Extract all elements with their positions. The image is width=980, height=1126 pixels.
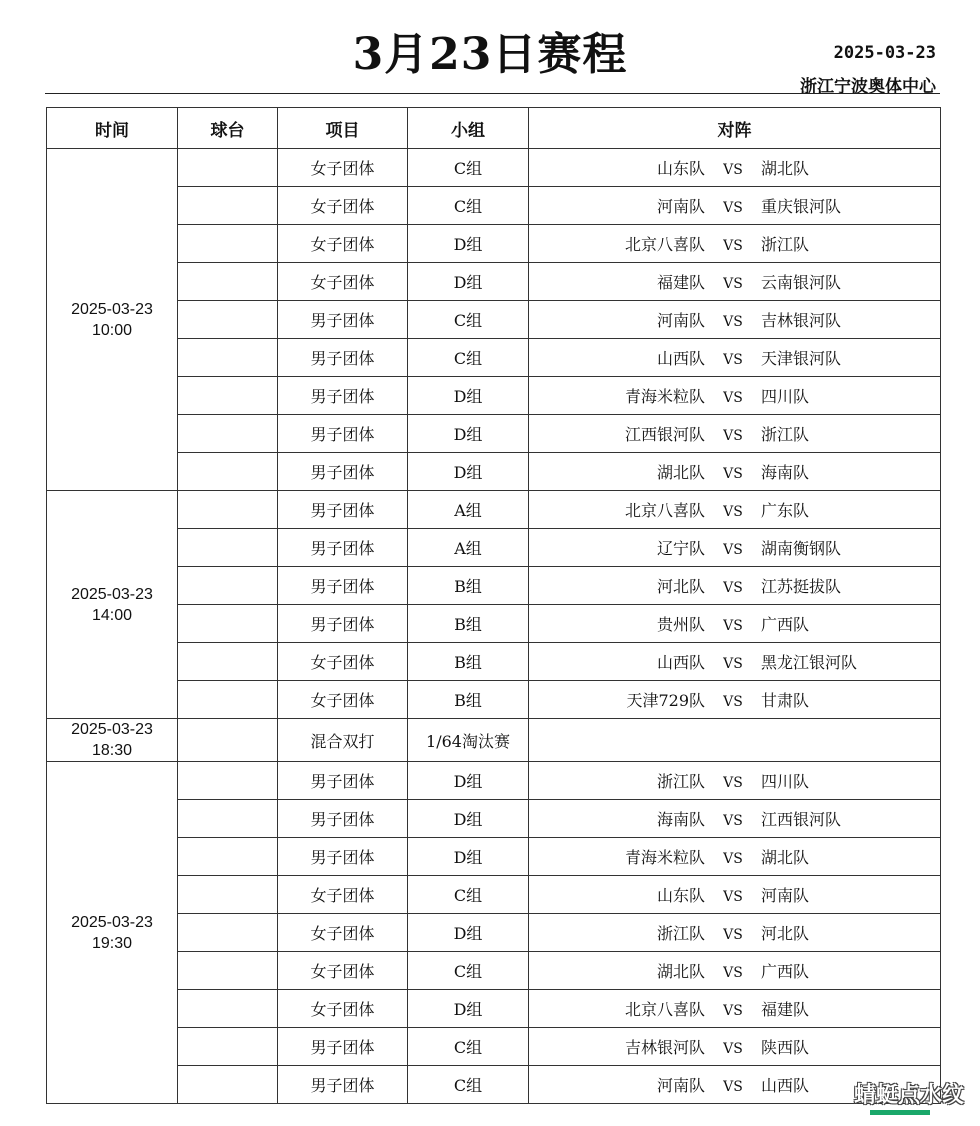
matchup-cell bbox=[529, 453, 941, 491]
vs-label: VS bbox=[723, 927, 743, 943]
away-team: 云南银河队 bbox=[761, 273, 842, 292]
table-number-cell bbox=[178, 952, 278, 990]
group-cell: C组 bbox=[408, 952, 529, 990]
table-number-cell bbox=[178, 1028, 278, 1066]
group-cell: C组 bbox=[408, 339, 529, 377]
table-row bbox=[47, 1028, 941, 1066]
home-team: 山东队 bbox=[656, 159, 705, 178]
event-cell: 男子团体 bbox=[278, 1028, 408, 1066]
group-cell: D组 bbox=[408, 263, 529, 301]
home-team: 北京八喜队 bbox=[624, 235, 705, 254]
home-team: 吉林银河队 bbox=[624, 1038, 705, 1057]
group-cell: D组 bbox=[408, 453, 529, 491]
event-cell: 男子团体 bbox=[278, 1066, 408, 1104]
home-team: 浙江队 bbox=[656, 924, 705, 943]
group-cell: C组 bbox=[408, 301, 529, 339]
table-row bbox=[47, 681, 941, 719]
vs-label: VS bbox=[723, 618, 743, 634]
group-cell: A组 bbox=[408, 491, 529, 529]
watermark: 蜻蜓点水纹 bbox=[853, 1083, 964, 1108]
group-cell: D组 bbox=[408, 914, 529, 952]
table-header-row bbox=[47, 108, 941, 149]
table-row bbox=[47, 762, 941, 800]
table-row bbox=[47, 301, 941, 339]
watermark-underline bbox=[870, 1110, 930, 1115]
table-row bbox=[47, 339, 941, 377]
column-header-table: 球台 bbox=[178, 108, 278, 149]
group-cell: C组 bbox=[408, 1066, 529, 1104]
table-number-cell bbox=[178, 377, 278, 415]
table-row bbox=[47, 952, 941, 990]
event-cell: 男子团体 bbox=[278, 301, 408, 339]
home-team: 河南队 bbox=[656, 1076, 705, 1095]
table-number-cell bbox=[178, 453, 278, 491]
table-row bbox=[47, 1066, 941, 1104]
away-team: 江苏挺拔队 bbox=[761, 577, 842, 596]
event-cell: 男子团体 bbox=[278, 605, 408, 643]
matchup-cell bbox=[529, 952, 941, 990]
table-number-cell bbox=[178, 301, 278, 339]
away-team: 湖北队 bbox=[761, 848, 810, 867]
away-team: 山西队 bbox=[761, 1076, 810, 1095]
away-team: 四川队 bbox=[761, 772, 810, 791]
table-row bbox=[47, 491, 941, 529]
event-cell: 女子团体 bbox=[278, 149, 408, 187]
vs-label: VS bbox=[723, 580, 743, 596]
event-cell: 女子团体 bbox=[278, 681, 408, 719]
matchup-cell bbox=[529, 567, 941, 605]
schedule-date: 2025-03-23 bbox=[833, 43, 936, 63]
group-cell: B组 bbox=[408, 681, 529, 719]
vs-label: VS bbox=[723, 542, 743, 558]
session-time-text: 2025-03-23 10:00 bbox=[71, 300, 153, 339]
table-row bbox=[47, 719, 941, 762]
group-cell: D组 bbox=[408, 800, 529, 838]
home-team: 山西队 bbox=[656, 349, 705, 368]
vs-label: VS bbox=[723, 656, 743, 672]
away-team: 重庆银河队 bbox=[761, 197, 842, 216]
event-cell: 女子团体 bbox=[278, 914, 408, 952]
page-title: 3月23日赛程 bbox=[352, 29, 628, 80]
venue-name: 浙江宁波奥体中心 bbox=[800, 77, 936, 97]
table-number-cell bbox=[178, 643, 278, 681]
table-row bbox=[47, 263, 941, 301]
matchup-cell bbox=[529, 838, 941, 876]
matchup-cell bbox=[529, 719, 941, 762]
event-cell: 男子团体 bbox=[278, 762, 408, 800]
away-team: 湖北队 bbox=[761, 159, 810, 178]
away-team: 广西队 bbox=[761, 962, 810, 981]
column-header-matchup: 对阵 bbox=[529, 108, 941, 149]
home-team: 山西队 bbox=[656, 653, 705, 672]
vs-label: VS bbox=[723, 352, 743, 368]
table-number-cell bbox=[178, 838, 278, 876]
table-number-cell bbox=[178, 681, 278, 719]
table-number-cell bbox=[178, 567, 278, 605]
home-team: 北京八喜队 bbox=[624, 1000, 705, 1019]
away-team: 河南队 bbox=[761, 886, 810, 905]
column-header-time: 时间 bbox=[47, 108, 178, 149]
table-number-cell bbox=[178, 1066, 278, 1104]
column-header-event: 项目 bbox=[278, 108, 408, 149]
table-number-cell bbox=[178, 339, 278, 377]
event-cell: 男子团体 bbox=[278, 415, 408, 453]
matchup-cell bbox=[529, 377, 941, 415]
away-team: 福建队 bbox=[761, 1000, 810, 1019]
table-number-cell bbox=[178, 187, 278, 225]
group-cell: C组 bbox=[408, 1028, 529, 1066]
away-team: 吉林银河队 bbox=[761, 311, 842, 330]
event-cell: 女子团体 bbox=[278, 225, 408, 263]
away-team: 四川队 bbox=[761, 387, 810, 406]
table-number-cell bbox=[178, 800, 278, 838]
home-team: 河南队 bbox=[656, 197, 705, 216]
event-cell: 女子团体 bbox=[278, 990, 408, 1028]
group-cell: 1/64淘汰赛 bbox=[408, 719, 529, 762]
group-cell: D组 bbox=[408, 377, 529, 415]
vs-label: VS bbox=[723, 390, 743, 406]
vs-label: VS bbox=[723, 694, 743, 710]
home-team: 浙江队 bbox=[656, 772, 705, 791]
home-team: 青海米粒队 bbox=[624, 387, 705, 406]
event-cell: 男子团体 bbox=[278, 838, 408, 876]
table-number-cell bbox=[178, 876, 278, 914]
matchup-cell bbox=[529, 263, 941, 301]
home-team: 江西银河队 bbox=[624, 425, 705, 444]
table-number-cell bbox=[178, 225, 278, 263]
group-cell: D组 bbox=[408, 762, 529, 800]
event-cell: 男子团体 bbox=[278, 339, 408, 377]
table-row bbox=[47, 990, 941, 1028]
group-cell: D组 bbox=[408, 838, 529, 876]
schedule-table bbox=[46, 107, 941, 1104]
group-cell: C组 bbox=[408, 149, 529, 187]
table-number-cell bbox=[178, 529, 278, 567]
away-team: 浙江队 bbox=[761, 425, 810, 444]
table-row bbox=[47, 838, 941, 876]
away-team: 黑龙江银河队 bbox=[761, 653, 858, 672]
matchup-cell bbox=[529, 914, 941, 952]
vs-label: VS bbox=[723, 1041, 743, 1057]
home-team: 福建队 bbox=[656, 273, 705, 292]
away-team: 湖南衡钢队 bbox=[761, 539, 842, 558]
table-row bbox=[47, 149, 941, 187]
matchup-cell bbox=[529, 339, 941, 377]
group-cell: D组 bbox=[408, 415, 529, 453]
vs-label: VS bbox=[723, 851, 743, 867]
vs-label: VS bbox=[723, 200, 743, 216]
table-number-cell bbox=[178, 914, 278, 952]
header-divider bbox=[45, 93, 940, 94]
vs-label: VS bbox=[723, 276, 743, 292]
matchup-cell bbox=[529, 681, 941, 719]
group-cell: C组 bbox=[408, 187, 529, 225]
session-time bbox=[47, 719, 178, 762]
group-cell: B组 bbox=[408, 567, 529, 605]
home-team: 青海米粒队 bbox=[624, 848, 705, 867]
group-cell: A组 bbox=[408, 529, 529, 567]
table-number-cell bbox=[178, 605, 278, 643]
matchup-cell bbox=[529, 187, 941, 225]
home-team: 北京八喜队 bbox=[624, 501, 705, 520]
table-number-cell bbox=[178, 415, 278, 453]
away-team: 天津银河队 bbox=[761, 349, 842, 368]
vs-label: VS bbox=[723, 775, 743, 791]
event-cell: 男子团体 bbox=[278, 567, 408, 605]
vs-label: VS bbox=[723, 466, 743, 482]
column-header-group: 小组 bbox=[408, 108, 529, 149]
vs-label: VS bbox=[723, 238, 743, 254]
matchup-cell bbox=[529, 529, 941, 567]
matchup-cell bbox=[529, 800, 941, 838]
matchup-cell bbox=[529, 149, 941, 187]
away-team: 广西队 bbox=[761, 615, 810, 634]
session-time bbox=[47, 762, 178, 1104]
table-row bbox=[47, 225, 941, 263]
home-team: 辽宁队 bbox=[656, 539, 705, 558]
event-cell: 女子团体 bbox=[278, 263, 408, 301]
away-team: 浙江队 bbox=[761, 235, 810, 254]
event-cell: 男子团体 bbox=[278, 491, 408, 529]
home-team: 天津729队 bbox=[626, 691, 705, 710]
home-team: 河南队 bbox=[656, 311, 705, 330]
away-team: 陕西队 bbox=[761, 1038, 810, 1057]
schedule-body bbox=[47, 149, 941, 1104]
table-row bbox=[47, 187, 941, 225]
matchup-cell bbox=[529, 876, 941, 914]
event-cell: 女子团体 bbox=[278, 876, 408, 914]
event-cell: 女子团体 bbox=[278, 643, 408, 681]
session-time-text: 2025-03-23 19:30 bbox=[71, 913, 153, 952]
vs-label: VS bbox=[723, 314, 743, 330]
table-row bbox=[47, 567, 941, 605]
table-row bbox=[47, 876, 941, 914]
event-cell: 混合双打 bbox=[278, 719, 408, 762]
event-cell: 男子团体 bbox=[278, 377, 408, 415]
session-time bbox=[47, 149, 178, 491]
session-time-text: 2025-03-23 18:30 bbox=[71, 721, 153, 759]
matchup-cell bbox=[529, 762, 941, 800]
vs-label: VS bbox=[723, 1079, 743, 1095]
vs-label: VS bbox=[723, 504, 743, 520]
table-row bbox=[47, 453, 941, 491]
table-number-cell bbox=[178, 762, 278, 800]
event-cell: 女子团体 bbox=[278, 952, 408, 990]
table-row bbox=[47, 800, 941, 838]
away-team: 江西银河队 bbox=[761, 810, 842, 829]
vs-label: VS bbox=[723, 813, 743, 829]
away-team: 广东队 bbox=[761, 501, 810, 520]
vs-label: VS bbox=[723, 428, 743, 444]
matchup-cell bbox=[529, 643, 941, 681]
table-row bbox=[47, 415, 941, 453]
home-team: 湖北队 bbox=[656, 463, 705, 482]
vs-label: VS bbox=[723, 162, 743, 178]
table-number-cell bbox=[178, 491, 278, 529]
away-team: 海南队 bbox=[761, 463, 810, 482]
home-team: 山东队 bbox=[656, 886, 705, 905]
table-number-cell bbox=[178, 719, 278, 762]
away-team: 甘肃队 bbox=[761, 691, 810, 710]
home-team: 海南队 bbox=[656, 810, 705, 829]
matchup-cell bbox=[529, 415, 941, 453]
away-team: 河北队 bbox=[761, 924, 810, 943]
matchup-cell bbox=[529, 990, 941, 1028]
matchup-cell bbox=[529, 491, 941, 529]
table-row bbox=[47, 914, 941, 952]
group-cell: C组 bbox=[408, 876, 529, 914]
group-cell: B组 bbox=[408, 605, 529, 643]
event-cell: 男子团体 bbox=[278, 529, 408, 567]
matchup-cell bbox=[529, 225, 941, 263]
table-number-cell bbox=[178, 990, 278, 1028]
matchup-cell bbox=[529, 301, 941, 339]
table-number-cell bbox=[178, 263, 278, 301]
session-time bbox=[47, 491, 178, 719]
event-cell: 男子团体 bbox=[278, 800, 408, 838]
event-cell: 女子团体 bbox=[278, 187, 408, 225]
table-row bbox=[47, 377, 941, 415]
group-cell: D组 bbox=[408, 990, 529, 1028]
home-team: 贵州队 bbox=[656, 615, 705, 634]
group-cell: D组 bbox=[408, 225, 529, 263]
vs-label: VS bbox=[723, 965, 743, 981]
home-team: 湖北队 bbox=[656, 962, 705, 981]
matchup-cell bbox=[529, 1028, 941, 1066]
group-cell: B组 bbox=[408, 643, 529, 681]
home-team: 河北队 bbox=[656, 577, 705, 596]
session-time-text: 2025-03-23 14:00 bbox=[71, 585, 153, 624]
vs-label: VS bbox=[723, 1003, 743, 1019]
table-row bbox=[47, 529, 941, 567]
table-row bbox=[47, 643, 941, 681]
event-cell: 男子团体 bbox=[278, 453, 408, 491]
matchup-cell bbox=[529, 605, 941, 643]
vs-label: VS bbox=[723, 889, 743, 905]
table-row bbox=[47, 605, 941, 643]
table-number-cell bbox=[178, 149, 278, 187]
